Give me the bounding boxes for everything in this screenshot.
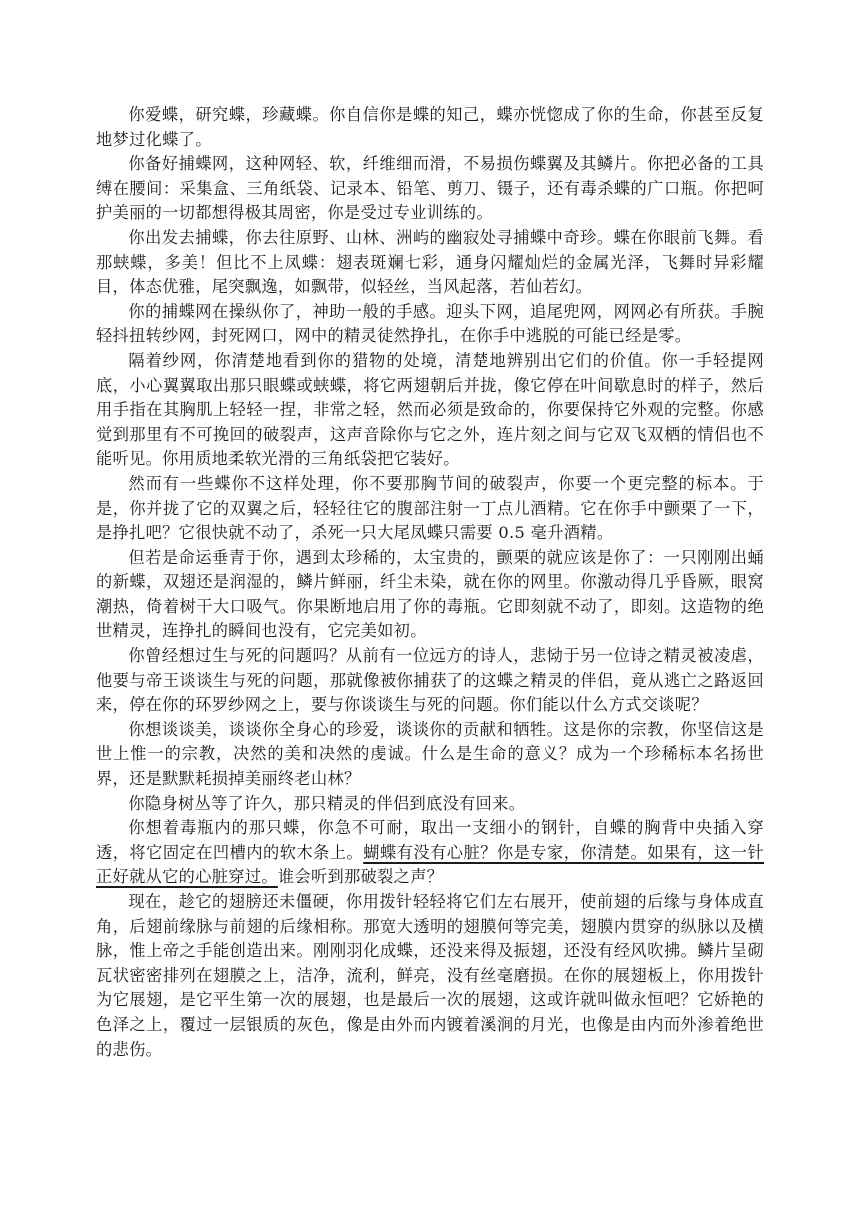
paragraph: 你的捕蝶网在操纵你了，神助一般的手感。迎头下网，追尾兜网，网网必有所获。手腕轻抖扭转纱网，封死网口，网中的精灵徒然挣扎，在你手中逃脱的可能已经是零。 [96,301,764,346]
paragraph: 但若是命运垂青于你，遇到太珍稀的，太宝贵的，颤栗的就应该是你了：一只刚刚出蛹的新蝶，双翅还是润湿的，鳞片鲜丽，纤尘未染，就在你的网里。你激动得几乎昏厥，眼窝潮热，倚着树干大口吸气。你果断地启用了你的毒瓶。它即刻就不动了，即刻。这造物的绝世精灵，连挣扎的瞬间也没有，它完美如初。 [96,547,764,641]
paragraph: 你想谈谈美，谈谈你全身心的珍爱，谈谈你的贡献和牺牲。这是你的宗教，你坚信这是世上惟一的宗教，决然的美和决然的虔诚。什么是生命的意义？成为一个珍稀标本名扬世界，还是默默耗损掉美丽终老山林？ [96,719,764,789]
paragraph: 你隐身树丛等了许久，那只精灵的伴侣到底没有回来。 [128,793,526,813]
article-body [96,103,764,1062]
paragraph: 你出发去捕蝶，你去往原野、山林、洲屿的幽寂处寻捕蝶中奇珍。蝶在你眼前飞舞。看那蛱蝶，多美！但比不上凤蝶：翅表斑斓七彩，通身闪耀灿烂的金属光泽，飞舞时异彩耀目，体态优雅，尾突飘逸，如飘带，似轻丝，当风起落，若仙若幻。 [96,227,764,297]
paragraph: 然而有一些蝶你不这样处理，你不要那胸节间的破裂声，你要一个更完整的标本。于是，你并拢了它的双翼之后，轻轻往它的腹部注射一丁点儿酒精。它在你手中颤栗了一下，是挣扎吧？它很快就不动了，杀死一只大尾凤蝶只需要 0.5 毫升酒精。 [96,473,764,543]
paragraph: 你备好捕蝶网，这种网轻、软，纤维细而滑，不易损伤蝶翼及其鳞片。你把必备的工具缚在腰间：采集盒、三角纸袋、记录本、铅笔、剪刀、镊子，还有毒杀蝶的广口瓶。你把呵护美丽的一切都想得极其周密，你是受过专业训练的。 [96,154,764,223]
paragraph: 隔着纱网，你清楚地看到你的猎物的处境，清楚地辨别出它们的价值。你一手轻提网底，小心翼翼取出那只眼蝶或蛱蝶，将它两翅朝后并拢，像它停在叶间歇息时的样子，然后用手指在其胸肌上轻轻一捏，非常之轻，然而必须是致命的，你要保持它外观的完整。你感觉到那里有不可挽回的破裂声，这声音除你与它之外，连片刻之间与它双飞双栖的情侣也不能听见。你用质地柔软光滑的三角纸袋把它装好。 [96,350,764,469]
paragraph-text: 谁会听到那破裂之声？ [277,867,444,887]
paragraph-with-underline [96,816,764,890]
paragraph: 你曾经想过生与死的问题吗？从前有一位远方的诗人，悲恸于另一位诗之精灵被凌虐，他要与帝王谈谈生与死的问题，那就像被你捕获了的这蝶之精灵的伴侣，竟从逃亡之路返回来，停在你的环罗纱网之上，要与你谈谈生与死的问题。你们能以什么方式交谈呢？ [96,646,764,715]
underlined-sentence: 蝴蝶有没有心脏？你是专家，你清楚。如果有，这一针正好就从它的心脏穿过。 [96,842,764,887]
paragraph: 你爱蝶，研究蝶，珍藏蝶。你自信你是蝶的知己，蝶亦恍惚成了你的生命，你甚至反复地梦过化蝶了。 [96,105,764,149]
paragraph-text: 你想着毒瓶内的那只蝶，你急不可耐，取出一支细小的钢针，自蝶的胸背中央插入穿透，将它固定在凹槽内的软木条上。 [96,818,764,862]
paragraph: 现在，趁它的翅膀还未僵硬，你用拨针轻轻将它们左右展开，使前翅的后缘与身体成直角，后翅前缘脉与前翅的后缘相称。那宽大透明的翅膜何等完美，翅膜内贯穿的纵脉以及横脉，惟上帝之手能创造出来。刚刚羽化成蝶，还没来得及振翅，还没有经风吹拂。鳞片呈砌瓦状密密排列在翅膜之上，洁净，流利，鲜亮，没有丝毫磨损。在你的展翅板上，你用拨针为它展翅，是它平生第一次的展翅，也是最后一次的展翅，这或许就叫做永恒吧？它娇艳的色泽之上，覆过一层银质的灰色，像是由外而内镀着溪涧的月光，也像是由内而外渗着绝世的悲伤。 [96,892,764,1059]
